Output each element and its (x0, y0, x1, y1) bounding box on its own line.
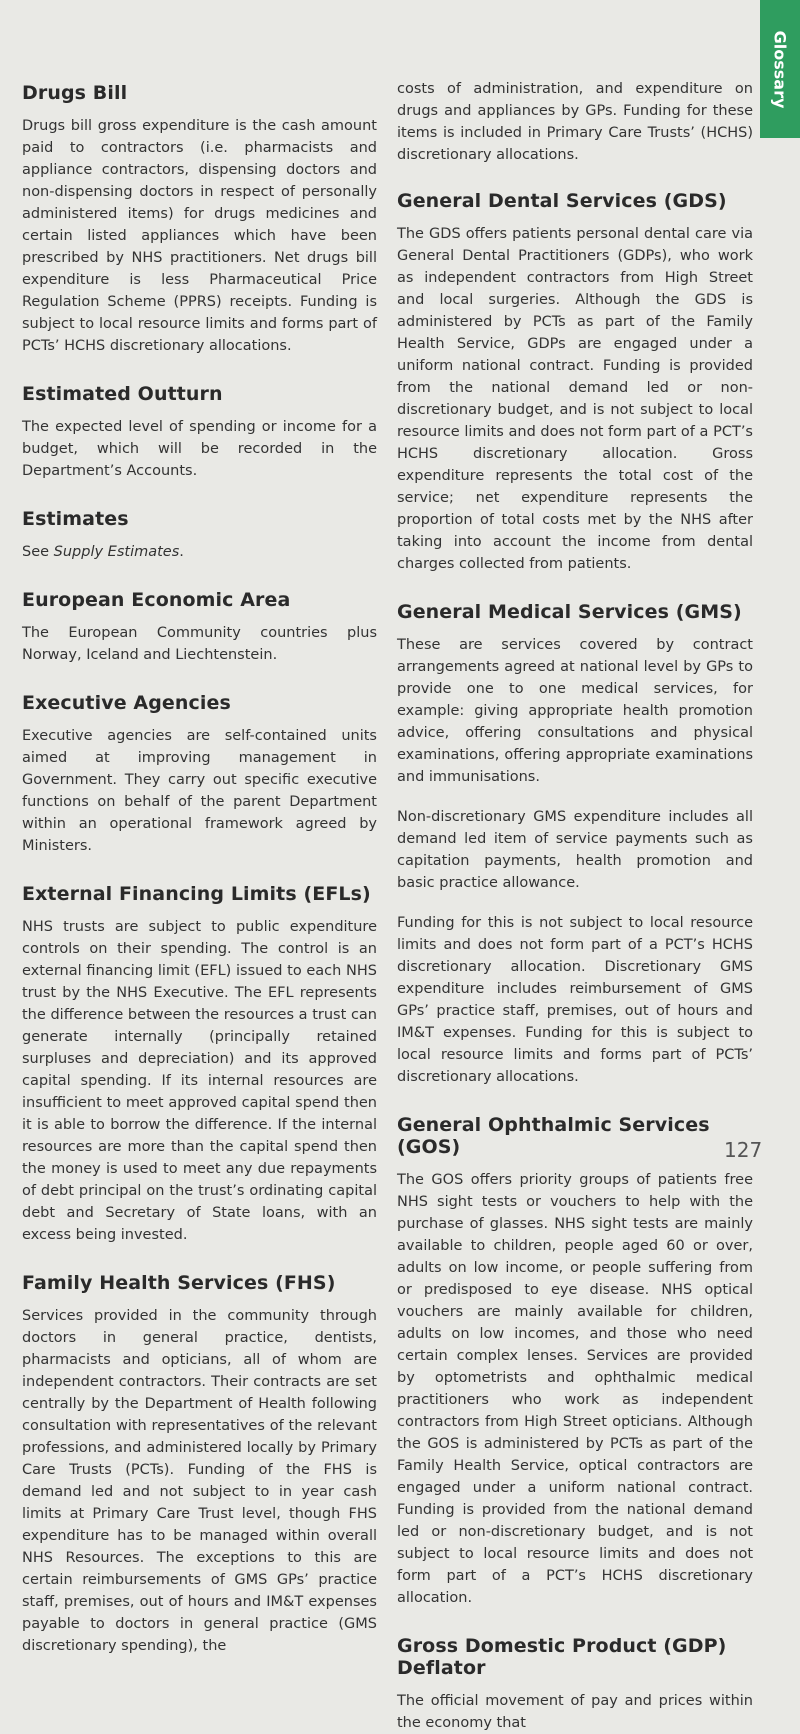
entry-estimates (22, 508, 377, 563)
entry-gdp-deflator (397, 1635, 753, 1734)
heading-general-ophthalmic-services: General Ophthalmic Services (GOS) (397, 1114, 710, 1158)
body-gdp-deflator: The official movement of pay and prices within the economy that (397, 1693, 753, 1731)
heading-estimated-outturn: Estimated Outturn (22, 383, 223, 405)
body-executive-agencies: Executive agencies are self-contained units aimed at improving management in Government. They carry out specific executive functions on behalf of the parent Department within an operational framework agreed by Ministers. (22, 728, 377, 854)
estimates-see-text: See (22, 544, 54, 560)
entry-european-economic-area (22, 589, 377, 666)
heading-general-medical-services: General Medical Services (GMS) (397, 601, 742, 623)
entry-general-medical-services (397, 601, 753, 1088)
body-general-ophthalmic-services: The GOS offers priority groups of patients free NHS sight tests or vouchers to help with the purchase of glasses. NHS sight tests are mainly available to children, people aged 60 or over, adults on low income, or people suffering from or predisposed to eye disease. NHS optical vouchers are mainly available for children, adults on low incomes, and those who need certain complex lenses. Services are provided by optometrists and ophthalmic medical practitioners who work as independent contractors from High Street opticians. Although the GOS is administered by PCTs as part of the Family Health Service, optical contractors are engaged under a uniform national contract. Funding is provided from the national demand led or non-discretionary budget, and is not subject to local resource limits and does not form part of a PCT’s HCHS discretionary allocation. (397, 1172, 753, 1606)
supply-estimates-link-text: Supply Estimates (53, 544, 180, 560)
body-general-medical-services-1: These are services covered by contract arrangements agreed at national level by GPs to provide one to one medical services, for example: giving appropriate health promotion advice, offering consultations and physical examinations, offering appropriate examinations and immunisations. (397, 637, 753, 785)
body-european-economic-area: The European Community countries plus Norway, Iceland and Liechtenstein. (22, 625, 377, 663)
heading-external-financing-limits: External Financing Limits (EFLs) (22, 883, 371, 905)
body-general-medical-services-3: Funding for this is not subject to local resource limits and does not form part of a PCT’s HCHS discretionary allocation. Discretionary GMS expenditure includes reimbursement of GMS GPs’ practice staff, premises, out of hours and IM&T expenses. Funding for this is subject to local resource limits and forms part of PCTs’ discretionary allocations. (397, 915, 753, 1085)
entry-external-financing-limits (22, 883, 377, 1246)
body-estimated-outturn: The expected level of spending or income for a budget, which will be recorded in the Department’s Accounts. (22, 419, 377, 479)
estimates-period: . (179, 544, 184, 560)
continued-text: costs of administration, and expenditure on drugs and appliances by GPs. Funding for these items is included in Primary Care Trusts’ (HCHS) discretionary allocations. (397, 81, 753, 163)
heading-gdp-deflator: Gross Domestic Product (GDP) Deflator (397, 1635, 727, 1679)
entry-general-ophthalmic-services (397, 1114, 753, 1609)
heading-drugs-bill: Drugs Bill (22, 82, 128, 104)
heading-european-economic-area: European Economic Area (22, 589, 291, 611)
body-external-financing-limits: NHS trusts are subject to public expenditure controls on their spending. The control is an external financing limit (EFL) issued to each NHS trust by the NHS Executive. The EFL represents the difference between the resources a trust can generate internally (principally retained surpluses and depreciation) and its approved capital spending. If its internal resources are insufficient to meet approved capital spend then it is able to borrow the difference. If the internal resources are more than the capital spend then the money is used to meet any due repayments of debt principal on the trust’s ordinating capital debt and Secretary of State loans, with an excess being invested. (22, 919, 377, 1243)
page-number: 127 (724, 1138, 763, 1162)
entry-family-health-services (22, 1272, 377, 1657)
glossary-tab-label: Glossary (770, 30, 790, 108)
entry-general-dental-services (397, 190, 753, 575)
glossary-section-tab (760, 0, 800, 138)
body-general-medical-services-2: Non-discretionary GMS expenditure includes all demand led item of service payments such as capitation payments, health promotion and basic practice allowance. (397, 809, 753, 891)
heading-general-dental-services: General Dental Services (GDS) (397, 190, 727, 212)
heading-executive-agencies: Executive Agencies (22, 692, 231, 714)
heading-estimates: Estimates (22, 508, 129, 530)
body-general-dental-services: The GDS offers patients personal dental care via General Dental Practitioners (GDPs), who work as independent contractors from High Street and local surgeries. Although the GDS is administered by PCTs as part of the Family Health Service, GDPs are engaged under a uniform national contract. Funding is provided from the national demand led or non-discretionary budget, and is not subject to local resource limits and does not form part of a PCT’s HCHS discretionary allocation. Gross expenditure represents the total cost of the service; net expenditure represents the proportion of total costs met by the NHS after taking into account the income from dental charges collected from patients. (397, 226, 753, 572)
body-estimates (22, 541, 377, 563)
heading-family-health-services: Family Health Services (FHS) (22, 1272, 336, 1294)
left-column (22, 0, 377, 1654)
body-drugs-bill: Drugs bill gross expenditure is the cash amount paid to contractors (i.e. pharmacists and appliance contractors, dispensing doctors and non-dispensing doctors in respect of personally administered items) for drugs medicines and certain listed appliances which have been prescribed by NHS practitioners. Net drugs bill expenditure is less Pharmaceutical Price Regulation Scheme (PPRS) receipts. Funding is subject to local resource limits and forms part of PCTs’ HCHS discretionary allocations. (22, 118, 377, 354)
body-family-health-services: Services provided in the community through doctors in general practice, dentists, pharmacists and opticians, all of whom are independent contractors. Their contracts are set centrally by the Department of Health following consultation with representatives of the relevant professions, and administered locally by Primary Care Trusts (PCTs). Funding of the FHS is demand led and not subject to in year cash limits at Primary Care Trust level, though FHS expenditure has to be managed within overall NHS Resources. The exceptions to this are certain reimbursements of GMS GPs’ practice staff, premises, out of hours and IM&T expenses payable to doctors in general practice (GMS discretionary spending), the (22, 1308, 377, 1654)
entry-drugs-bill (22, 82, 377, 357)
entry-estimated-outturn (22, 383, 377, 482)
entry-executive-agencies (22, 692, 377, 857)
right-column (397, 0, 753, 1731)
